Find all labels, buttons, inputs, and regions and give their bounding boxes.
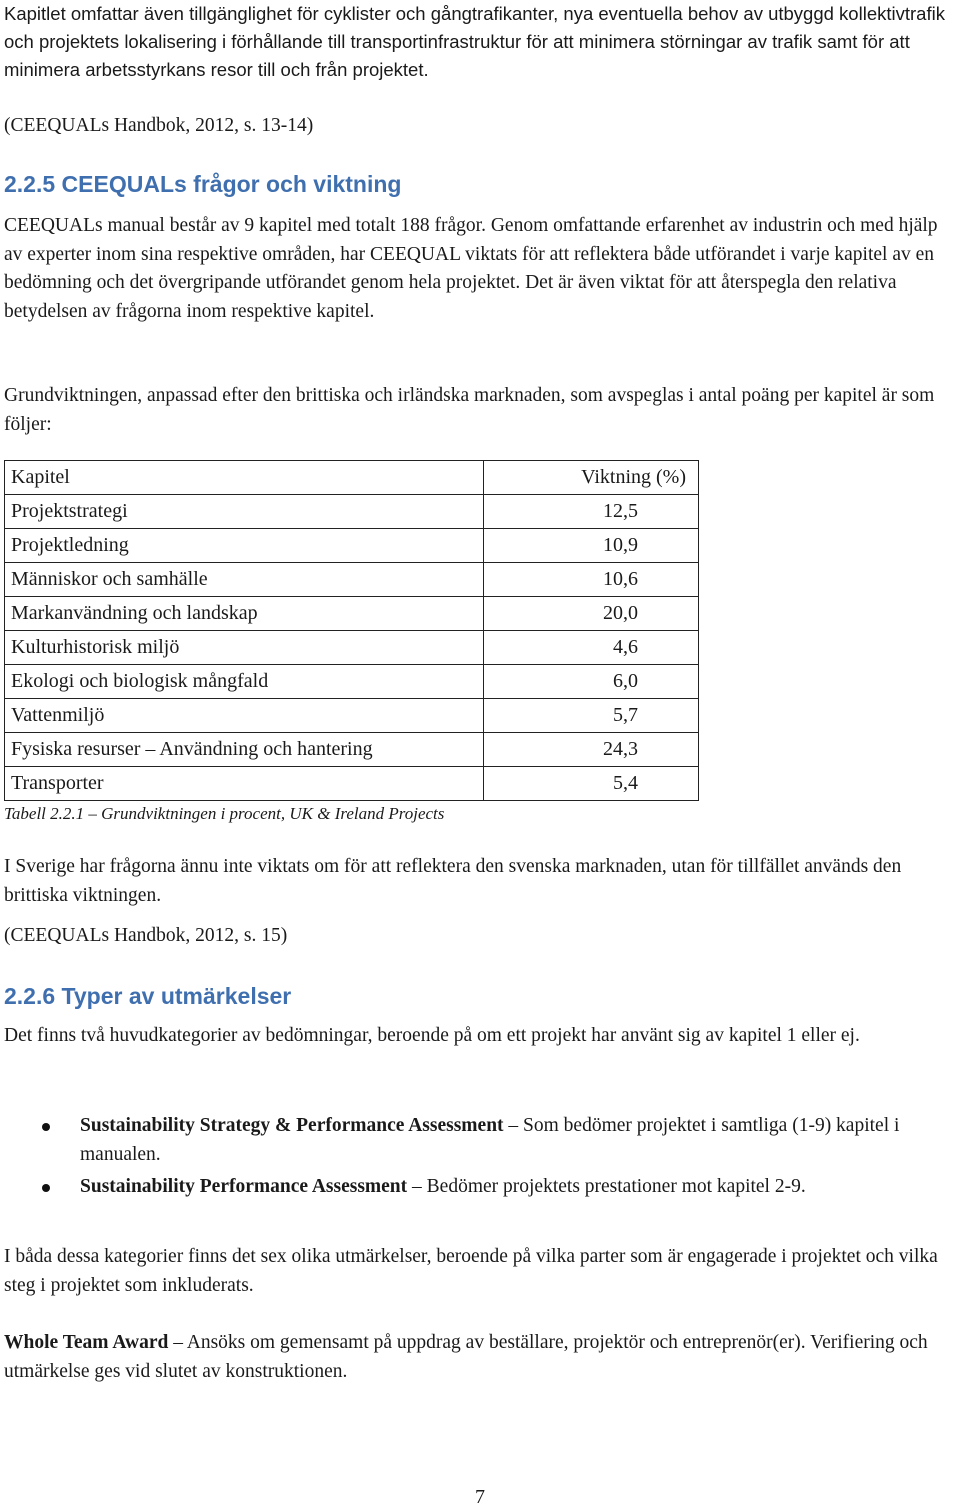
weights-table (4, 460, 699, 801)
table-row (5, 767, 699, 801)
section-226-paragraph-1: Det finns två huvudkategorier av bedömningar, beroende på om ett projekt har använt sig av kapitel 1 eller ej. (4, 1025, 860, 1046)
table-header-row (5, 461, 699, 495)
section-225-paragraph-2: Grundviktningen, anpassad efter den brittiska och irländska marknaden, som avspeglas i antal poäng per kapitel är som följer: (4, 385, 935, 435)
list-item (0, 1173, 956, 1202)
list-item (0, 1112, 956, 1169)
table-row (5, 699, 699, 733)
cell-chapter: Projektstrategi (5, 495, 484, 529)
cell-weight: 20,0 (484, 597, 699, 631)
award-paragraph (4, 1329, 956, 1386)
table-row (5, 665, 699, 699)
cell-weight: 10,9 (484, 529, 699, 563)
cell-chapter: Kulturhistorisk miljö (5, 631, 484, 665)
bullet-icon (42, 1184, 50, 1192)
table-row (5, 529, 699, 563)
table-row (5, 495, 699, 529)
bullet-title: Sustainability Strategy & Performance Assessment (80, 1115, 504, 1136)
table-row (5, 733, 699, 767)
bullet-text: – Bedömer projektets prestationer mot kapitel 2-9. (407, 1176, 806, 1197)
intro-paragraph: Kapitlet omfattar även tillgänglighet för cyklister och gångtrafikanter, nya eventuella behov av utbyggd kollektivtrafik och projektets lokalisering i förhållande till transportinfrastruktur för att minimera störningar av trafik samt för att minimera arbetsstyrkans resor till och från projektet. (4, 3, 945, 80)
cell-weight: 10,6 (484, 563, 699, 597)
award-title: Whole Team Award (4, 1332, 169, 1353)
cell-chapter: Ekologi och biologisk mångfald (5, 665, 484, 699)
cell-weight: 5,4 (484, 767, 699, 801)
table-row (5, 597, 699, 631)
bullet-icon (42, 1123, 50, 1131)
cell-chapter: Markanvändning och landskap (5, 597, 484, 631)
table-caption: Tabell 2.2.1 – Grundviktningen i procent, UK & Ireland Projects (4, 804, 445, 823)
header-viktning: Viktning (%) (484, 461, 699, 495)
cell-weight: 6,0 (484, 665, 699, 699)
table-row (5, 631, 699, 665)
section-heading-226: 2.2.6 Typer av utmärkelser (4, 983, 292, 1009)
section-heading-225: 2.2.5 CEEQUALs frågor och viktning (4, 171, 402, 197)
citation-2: (CEEQUALs Handbok, 2012, s. 15) (4, 925, 288, 946)
header-kapitel: Kapitel (5, 461, 484, 495)
section-226-paragraph-2: I båda dessa kategorier finns det sex olika utmärkelser, beroende på vilka parter som är engagerade i projektet och vilka steg i projektet som inkluderats. (4, 1246, 938, 1296)
assessment-type-list (0, 1112, 956, 1206)
table-row (5, 563, 699, 597)
cell-weight: 24,3 (484, 733, 699, 767)
bullet-text: – Som bedömer projektet i samtliga (1-9) kapitel i manualen. (80, 1115, 900, 1165)
cell-weight: 12,5 (484, 495, 699, 529)
section-225-paragraph-1: CEEQUALs manual består av 9 kapitel med totalt 188 frågor. Genom omfattande erfarenhet av industrin och med hjälp av experter inom sina respektive områden, har CEEQUAL viktats för att reflektera både utförandet i varje kapitel av en bedömning och det övergripande utförandet genom hela projektet. Det är även viktat för att återspegla den relativa betydelsen av frågorna inom respektive kapitel. (4, 215, 938, 322)
bullet-title: Sustainability Performance Assessment (80, 1176, 408, 1197)
cell-weight: 4,6 (484, 631, 699, 665)
page-number: 7 (475, 1486, 485, 1508)
cell-chapter: Vattenmiljö (5, 699, 484, 733)
cell-chapter: Transporter (5, 767, 484, 801)
cell-chapter: Fysiska resurser – Användning och hantering (5, 733, 484, 767)
award-text: – Ansöks om gemensamt på uppdrag av beställare, projektör och entreprenör(er). Verifiering och utmärkelse ges vid slutet av konstruktionen. (4, 1332, 928, 1382)
cell-weight: 5,7 (484, 699, 699, 733)
cell-chapter: Projektledning (5, 529, 484, 563)
cell-chapter: Människor och samhälle (5, 563, 484, 597)
after-table-paragraph: I Sverige har frågorna ännu inte viktats om för att reflektera den svenska marknaden, utan för tillfället används den brittiska viktningen. (4, 856, 902, 906)
citation-1: (CEEQUALs Handbok, 2012, s. 13-14) (4, 115, 314, 136)
